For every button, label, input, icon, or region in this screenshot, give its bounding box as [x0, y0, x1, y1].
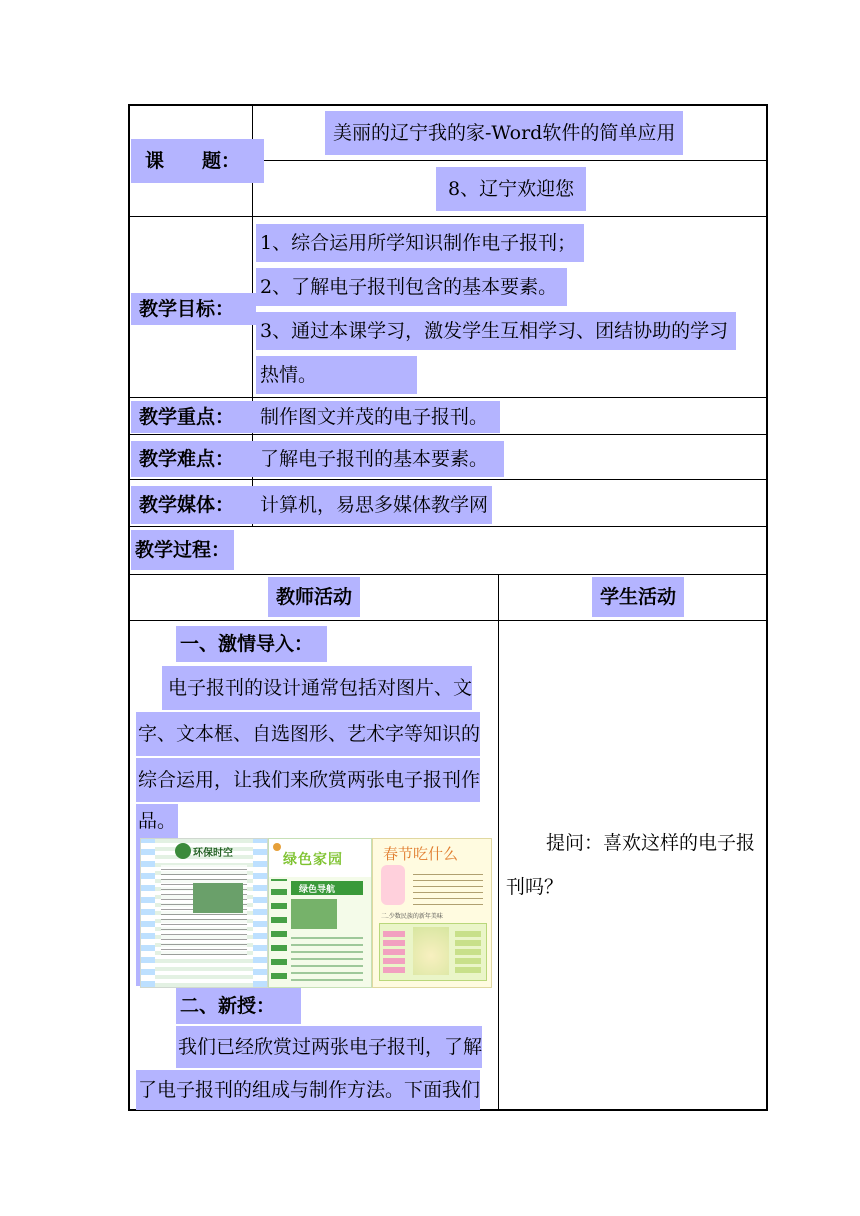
difficulty-label: 教学难点： [131, 441, 256, 477]
section2-line: 了电子报刊的组成与制作方法。下面我们 [136, 1070, 480, 1110]
goal-item: 2、了解电子报刊包含的基本要素。 [256, 268, 567, 306]
student-activity-line: 提问：喜欢这样的电子报 [546, 832, 756, 854]
row-divider [128, 574, 768, 575]
goal-item: 1、综合运用所学知识制作电子报刊； [256, 224, 584, 262]
topic-title: 美丽的辽宁我的家-Word软件的简单应用 [325, 111, 683, 155]
teacher-activity-header: 教师活动 [268, 577, 360, 617]
section1-title: 一、激情导入： [176, 626, 327, 662]
student-activity-header: 学生活动 [592, 577, 684, 617]
row-divider [128, 479, 768, 480]
process-label: 教学过程： [131, 530, 234, 570]
topic-label: 课 题： [131, 139, 264, 183]
section1-line: 字、文本框、自选图形、艺术字等知识的 [136, 712, 480, 756]
row-divider [128, 526, 768, 527]
row-divider [252, 160, 768, 161]
row-divider [128, 620, 768, 621]
table-border-left [128, 104, 130, 1111]
table-border-top [128, 104, 768, 106]
goal-item: 3、通过本课学习，激发学生互相学习、团结协助的学习 [256, 312, 736, 350]
section2-title: 二、新授： [176, 988, 301, 1024]
thumbnail-2-title: 绿色家园 [283, 852, 343, 868]
row-divider [128, 397, 768, 398]
key-point-label: 教学重点： [131, 401, 256, 433]
goals-label: 教学目标： [131, 293, 256, 325]
newspaper-thumbnail-3 [372, 838, 492, 988]
thumbnail-3-title: 春节吃什么 [383, 845, 459, 863]
section1-line: 综合运用，让我们来欣赏两张电子报刊作 [136, 758, 480, 802]
difficulty-value: 了解电子报刊的基本要素。 [256, 441, 504, 477]
newspaper-thumbnail-1 [140, 838, 268, 988]
student-activity-line: 刊吗？ [506, 876, 564, 898]
media-label: 教学媒体： [131, 486, 256, 524]
thumbnail-2-subtitle: 绿色导航 [299, 885, 336, 895]
goal-item: 热情。 [256, 356, 417, 394]
row-divider [128, 216, 768, 217]
section2-line: 我们已经欣赏过两张电子报刊，了解 [176, 1026, 482, 1068]
media-value: 计算机，易思多媒体教学网 [256, 486, 492, 524]
globe-icon [175, 843, 191, 859]
table-border-right [766, 104, 768, 1111]
row-divider [128, 434, 768, 435]
thumbnail-1-title: 环保时空 [193, 848, 233, 859]
section1-line: 品。 [136, 804, 178, 838]
thumbnail-3-subtitle: 二.少数民族的新年美味 [381, 913, 443, 920]
section1-line: 电子报刊的设计通常包括对图片、文 [162, 666, 472, 710]
key-point-value: 制作图文并茂的电子报刊。 [256, 401, 500, 433]
activity-column-divider [498, 574, 499, 1110]
newspaper-thumbnail-2 [268, 838, 372, 988]
topic-subtitle: 8、辽宁欢迎您 [436, 167, 586, 211]
